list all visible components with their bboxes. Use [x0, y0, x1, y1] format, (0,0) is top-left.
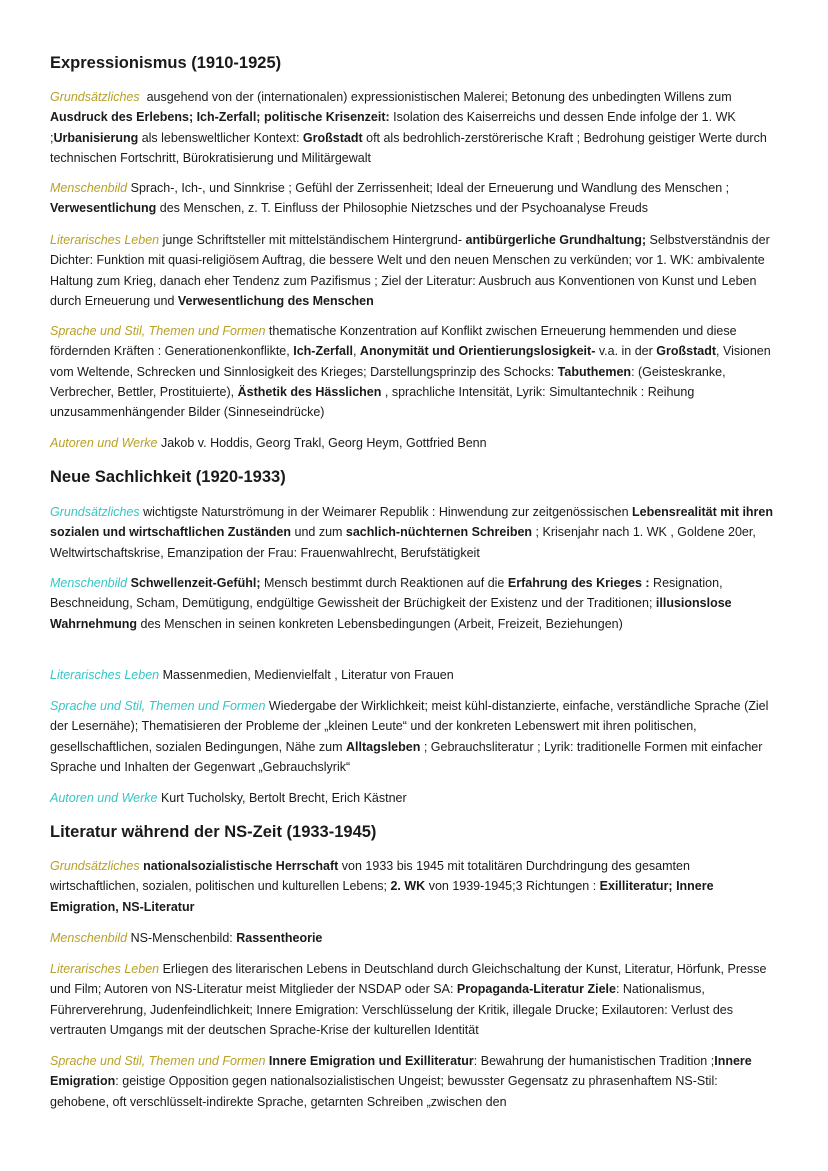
paragraph-grundsaetzliches: [50, 856, 778, 917]
text-run-bold: Rassentheorie: [236, 931, 323, 945]
text-run-bold: nationalsozialistische Herrschaft: [143, 859, 339, 873]
paragraph-literarisches-leben: [50, 959, 778, 1040]
text-run-bold: sachlich-nüchternen Schreiben: [345, 525, 533, 540]
text-run: Erliegen des literarischen Lebens in Deutschland durch Gleichschaltung der Kunst, Literatur, Hörfunk, Presse und Film; Autoren von NS-Literatur meist Mitglieder der NSDAP oder SA:: [50, 962, 767, 997]
paragraph-autoren-und-werke: [50, 788, 778, 808]
text-run: oft als bedrohlich-zerstörerische Kraft ; Bedrohung geistiger Werte durch technischen Fortschritt, Bürokratisierung und Militärgewalt: [50, 130, 767, 165]
text-run: Massenmedien, Medienvielfalt , Literatur von Frauen: [162, 668, 454, 682]
text-run-bold: Ich-Zerfall: [293, 344, 353, 359]
text-run: ; Krisenjahr nach 1. WK , Goldene 20er, Weltwirtschaftskrise, Emanzipation der Frau: Frauenwahlrecht, Berufstätigkeit: [50, 525, 756, 560]
text-run-bold: Großstadt: [656, 344, 717, 359]
paragraph-label: Sprache und Stil, Themen und Formen: [50, 1054, 266, 1068]
text-run-bold: Verwesentlichung des Menschen: [177, 293, 374, 308]
text-run-bold: Innere Emigration und Exilliteratur: [268, 1054, 474, 1068]
text-run: von 1933 bis 1945 mit totalitären Durchdringung des gesamten wirtschaftlichen, sozialen, politischen und kulturellen Lebens;: [50, 859, 690, 894]
paragraph-literarisches-leben: [50, 230, 778, 311]
section-title-ns-zeit: Literatur während der NS-Zeit (1933-1945): [50, 823, 377, 841]
text-run-bold: Anonymität und Orientierungslosigkeit-: [359, 344, 596, 359]
paragraph-label: Autoren und Werke: [50, 791, 158, 805]
text-run: und zum: [291, 525, 346, 540]
text-run-bold: Innere Emigration: [50, 1054, 752, 1089]
text-run-bold: Propaganda-Literatur Ziele: [456, 982, 616, 997]
text-run: Isolation des Kaiserreichs und dessen Ende infolge der 1. WK ;: [50, 110, 736, 145]
text-run: als lebensweltlicher Kontext:: [138, 130, 303, 145]
paragraph-label: Grundsätzliches: [50, 505, 140, 519]
text-run-bold: Lebensrealität mit ihren sozialen und wirtschaftlichen Zuständen: [50, 505, 774, 540]
text-run-bold: illusionslose Wahrnehmung: [50, 596, 732, 631]
text-run-bold: Alltagsleben: [346, 739, 421, 754]
text-run: : (Geisteskranke, Verbrecher, Bettler, Prostituierte),: [50, 364, 726, 399]
paragraph-menschenbild: [50, 928, 778, 948]
paragraph-label: Menschenbild: [50, 576, 128, 590]
text-run: , sprachliche Intensität, Lyrik: Simultantechnik : Reihung unzusammenhängender Bilder (Sinneseindrücke): [50, 384, 695, 420]
paragraph-label: Autoren und Werke: [50, 436, 158, 450]
text-run: von 1939-1945;3 Richtungen :: [425, 879, 600, 894]
text-run-bold: Verwesentlichung: [50, 201, 157, 216]
text-run-bold: Erfahrung des Krieges :: [507, 576, 650, 590]
text-run: thematische Konzentration auf Konflikt zwischen Erneuerung hemmenden und diese fördernden Kräften : Generationenkonflikte,: [50, 324, 737, 359]
paragraph-label: Sprache und Stil, Themen und Formen: [50, 324, 266, 338]
paragraph-label: Menschenbild: [50, 181, 128, 195]
text-run-bold: Ästhetik des Hässlichen: [237, 384, 382, 399]
paragraph-label: Sprache und Stil, Themen und Formen: [50, 699, 266, 713]
paragraph-literarisches-leben: [50, 665, 778, 685]
text-run: ausgehend von der (internationalen) expressionistischen Malerei; Betonung des unbedingten Willens zum: [146, 90, 732, 104]
paragraph-menschenbild: [50, 573, 778, 634]
paragraph-sprache-und-stil: [50, 696, 778, 777]
text-run: des Menschen, z. T. Einfluss der Philosophie Nietzsches und der Psychoanalyse Freuds: [156, 201, 648, 216]
paragraph-label: Literarisches Leben: [50, 668, 160, 682]
paragraph-label: Grundsätzliches: [50, 859, 140, 873]
text-run: des Menschen in seinen konkreten Lebensbedingungen (Arbeit, Freizeit, Beziehungen): [137, 616, 623, 631]
text-run: Mensch bestimmt durch Reaktionen auf die: [260, 576, 508, 590]
text-run-bold: Tabuthemen: [557, 364, 632, 379]
text-run: v.a. in der: [595, 344, 657, 359]
paragraph-label: Literarisches Leben: [50, 962, 160, 976]
section-title-expressionismus: Expressionismus (1910-1925): [50, 54, 282, 72]
text-run: : geistige Opposition gegen nationalsozialistischen Ungeist; bewusster Gegensatz zu phrasenhaftem NS-Stil: gehobene, oft verschlüsselt-indirekte Sprache, getarnten Schreiben „zwischen den: [50, 1074, 718, 1109]
text-run-bold: Ausdruck des Erlebens; Ich-Zerfall; politische Krisenzeit:: [50, 110, 390, 125]
paragraph-grundsaetzliches: [50, 87, 778, 168]
paragraph-sprache-und-stil: [50, 321, 778, 422]
section-title-neue-sachlichkeit: Neue Sachlichkeit (1920-1933): [50, 468, 286, 486]
text-run: Resignation, Beschneidung, Scham, Demütigung, endgültige Gewissheit der Brüchigkeit der Existenz und der Traditionen;: [50, 576, 723, 611]
paragraph-label: Grundsätzliches: [50, 90, 140, 104]
paragraph-label: Literarisches Leben: [50, 233, 160, 247]
text-run-bold: Schwellenzeit-Gefühl;: [130, 576, 261, 590]
text-run: : Nationalismus, Führerverehrung, Judenfeindlichkeit; Innere Emigration: Verschlüsselung der Kritik, illegale Drucke; Exilautoren: Verlust des vertrauten Umgangs mit der deutschen Sprache-Krise der kulturellen Identität: [50, 982, 733, 1037]
text-run: wichtigste Naturströmung in der Weimarer Republik : Hinwendung zur zeitgenössischen: [143, 505, 632, 519]
text-run: NS-Menschenbild:: [130, 931, 237, 945]
text-run: Selbstverständnis der Dichter: Funktion mit quasi-religiösem Auftrag, die bessere Welt und den neuen Menschen zu verkünden; vor 1. WK: ambivalente Haltung zum Krieg, danach eher Tendenz zum Pazifismus ; Ziel der Literatur: Ausbruch aus Konventionen von Kunst und Leben durch Erneuerung und: [50, 233, 770, 308]
text-run: Wiedergabe der Wirklichkeit; meist kühl-distanzierte, einfache, verständliche Sprache (Ziel der Lesernähe); Thematisieren der Probleme der „kleinen Leute“ und der konkreten Lebenswert mit ihren politischen, gesellschaftlichen, sozialen Bedingungen, Nähe zum: [50, 699, 769, 754]
text-run: : Bewahrung der humanistischen Tradition ;: [473, 1054, 715, 1068]
paragraph-sprache-und-stil: [50, 1051, 778, 1112]
text-run: ,: [352, 344, 360, 359]
text-run-bold: Großstadt: [302, 130, 363, 145]
text-run: ; Gebrauchsliteratur ; Lyrik: traditionelle Formen mit einfacher Sprache und Inhalten der Gegenwart „Gebrauchslyrik“: [50, 739, 763, 774]
text-run-bold: antibürgerliche Grundhaltung;: [465, 233, 647, 247]
text-run: Kurt Tucholsky, Bertolt Brecht, Erich Kästner: [160, 791, 407, 805]
text-run: , Visionen vom Weltende, Schrecken und Sinnlosigkeit des Krieges; Darstellungsprinzip des Schocks:: [50, 344, 771, 379]
paragraph-label: Menschenbild: [50, 931, 128, 945]
text-run-bold: Urbanisierung: [53, 130, 139, 145]
text-run: Sprach-, Ich-, und Sinnkrise ; Gefühl der Zerrissenheit; Ideal der Erneuerung und Wandlung des Menschen ;: [130, 181, 730, 195]
text-run-bold: Exilliteratur; Innere Emigration, NS-Literatur: [50, 879, 714, 914]
text-run-bold: 2. WK: [390, 879, 426, 894]
paragraph-menschenbild: [50, 178, 778, 219]
paragraph-grundsaetzliches: [50, 502, 778, 563]
text-run: Jakob v. Hoddis, Georg Trakl, Georg Heym, Gottfried Benn: [160, 436, 487, 450]
text-run: junge Schriftsteller mit mittelständischem Hintergrund-: [162, 233, 466, 247]
paragraph-autoren-und-werke: [50, 433, 778, 453]
